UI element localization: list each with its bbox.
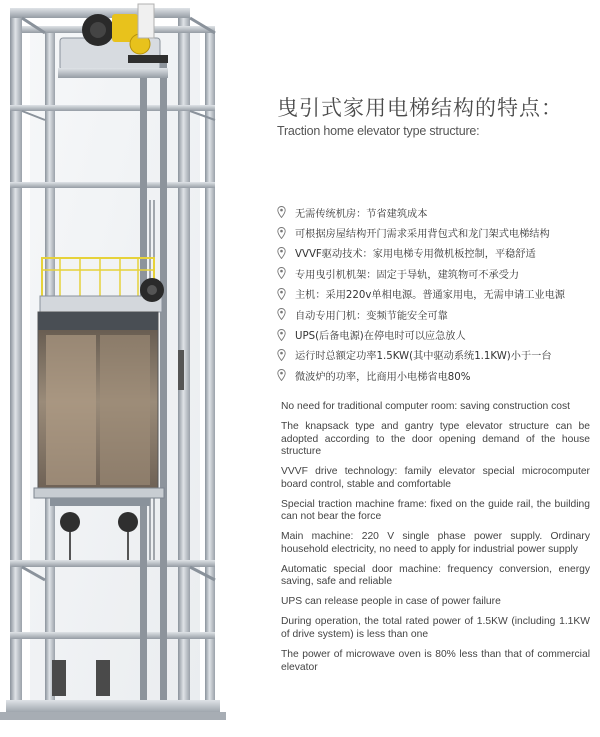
feature-text: 自动专用门机：变频节能安全可靠 bbox=[295, 310, 448, 322]
feature-text-en: VVVF drive technology: family elevator special microcomputer board control, stable and comfortable bbox=[281, 466, 590, 490]
location-pin-icon bbox=[277, 206, 286, 218]
feature-text-en: Main machine: 220 V single phase power supply. Ordinary household electricity, no need to apply for industrial power supply bbox=[281, 531, 590, 555]
list-item bbox=[277, 284, 597, 304]
feature-text: 可根据房屋结构开门需求采用背包式和龙门架式电梯结构 bbox=[295, 229, 550, 241]
list-item bbox=[277, 263, 597, 283]
page-title-cn: 曳引式家用电梯结构的特点： bbox=[277, 96, 563, 120]
list-item bbox=[277, 202, 597, 222]
location-pin-icon bbox=[277, 329, 286, 341]
page-title-en: Traction home elevator type structure: bbox=[277, 124, 480, 138]
feature-list-cn bbox=[277, 202, 597, 386]
feature-text: 专用曳引机机架：固定于导轨，建筑物可不承受力 bbox=[295, 269, 520, 281]
location-pin-icon bbox=[277, 369, 286, 381]
location-pin-icon bbox=[277, 308, 286, 320]
feature-text-en: The knapsack type and gantry type elevator structure can be adopted according to the door opening demand of the house structure bbox=[281, 420, 590, 458]
feature-text-en: During operation, the total rated power of 1.5KW (including 1.1KW of drive system) is less than one bbox=[281, 616, 590, 641]
list-item bbox=[277, 304, 597, 324]
feature-text: UPS(后备电源)在停电时可以应急放人 bbox=[295, 331, 466, 343]
feature-text-en: UPS can release people in case of power failure bbox=[281, 596, 501, 608]
feature-text-en: The power of microwave oven is 80% less than that of commercial elevator bbox=[281, 649, 590, 673]
feature-text-en: No need for traditional computer room: saving construction cost bbox=[281, 401, 571, 412]
feature-text-en: Automatic special door machine: frequency conversion, energy saving, safe and reliable bbox=[281, 563, 590, 588]
location-pin-icon bbox=[277, 267, 286, 279]
feature-text: VVVF驱动技术：家用电梯专用微机板控制，平稳舒适 bbox=[295, 249, 536, 261]
location-pin-icon bbox=[277, 247, 286, 259]
elevator-illustration bbox=[0, 0, 270, 737]
location-pin-icon bbox=[277, 349, 286, 361]
feature-text: 无需传统机房：节省建筑成本 bbox=[295, 208, 428, 220]
feature-text: 主机：采用220v单相电源。普通家用电，无需申请工业电源 bbox=[295, 290, 565, 302]
list-item bbox=[277, 222, 597, 242]
list-item bbox=[277, 324, 597, 344]
list-item bbox=[277, 243, 597, 263]
location-pin-icon bbox=[277, 227, 286, 239]
feature-text: 微波炉的功率，比商用小电梯省电80% bbox=[295, 371, 471, 383]
feature-list-en bbox=[281, 401, 590, 682]
list-item bbox=[277, 345, 597, 365]
feature-text-en: Special traction machine frame: fixed on the guide rail, the building can not bear the force bbox=[281, 498, 590, 523]
feature-text: 运行时总额定功率1.5KW(其中驱动系统1.1KW)小于一台 bbox=[295, 351, 552, 363]
list-item bbox=[277, 365, 597, 385]
location-pin-icon bbox=[277, 288, 286, 300]
